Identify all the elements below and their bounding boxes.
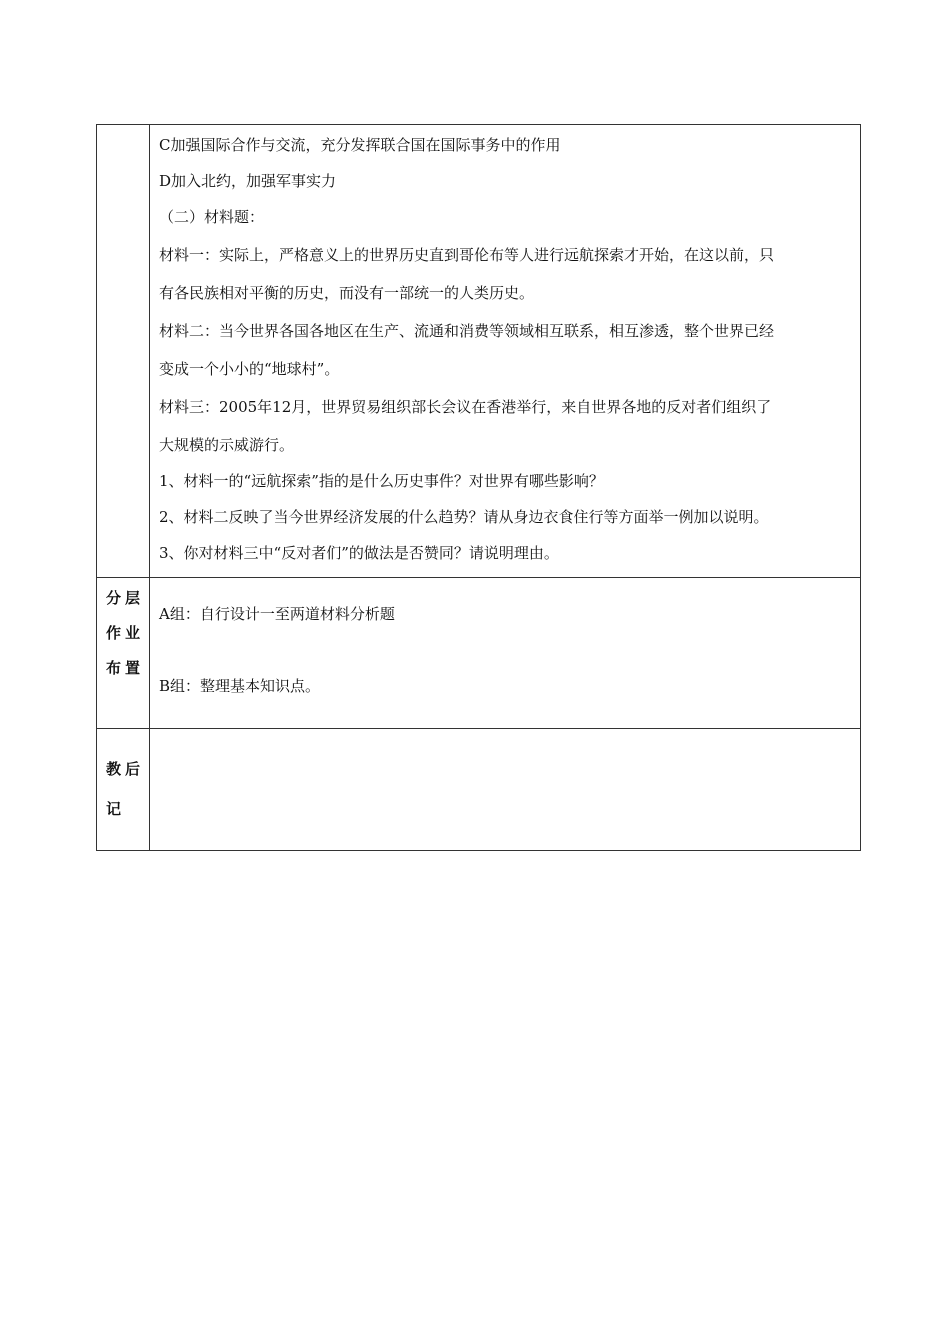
reflection-label-line-1: 教后: [106, 760, 145, 778]
question-2: 2、材料二反映了当今世界经济发展的什么趋势？请从身边衣食住行等方面举一例加以说明。: [159, 508, 769, 526]
reflection-content-cell: [150, 729, 861, 851]
lesson-plan-table: [96, 124, 861, 851]
question-1: 1、材料一的“远航探索”指的是什么历史事件？对世界有哪些影响？: [159, 472, 604, 490]
material-one-line-1: 材料一：实际上，严格意义上的世界历史直到哥伦布等人进行远航探索才开始，在这以前，只: [159, 246, 775, 264]
reflection-label: [97, 729, 149, 829]
homework-label-line-1: 分层: [106, 589, 145, 607]
reflection-label-line-2: 记: [106, 800, 126, 818]
homework-label-cell: [97, 578, 150, 729]
group-b-task: B组：整理基本知识点。: [159, 677, 321, 695]
material-two-line-2: 变成一个小小的“地球村”。: [159, 360, 340, 378]
material-one-line-2: 有各民族相对平衡的历史，而没有一部统一的人类历史。: [159, 284, 535, 302]
material-two-line-1: 材料二：当今世界各国各地区在生产、流通和消费等领域相互联系，相互渗透，整个世界已经: [159, 322, 775, 340]
reflection-label-cell: [97, 729, 150, 851]
row-label-cell-empty: [97, 125, 150, 578]
reflection-row: [97, 729, 861, 851]
material-three-line-1: 材料三：2005年12月，世界贸易组织部长会议在香港举行，来自世界各地的反对者们组织了: [159, 398, 772, 416]
homework-label-line-3: 布置: [106, 659, 145, 677]
homework-row: [97, 578, 861, 729]
section-heading-material-questions: （二）材料题：: [159, 208, 265, 226]
group-a-task: A组：自行设计一至两道材料分析题: [159, 605, 395, 623]
material-three-line-2: 大规模的示威游行。: [159, 436, 295, 454]
question-3: 3、你对材料三中“反对者们”的做法是否赞同？请说明理由。: [159, 544, 559, 562]
exercise-content-cell: [150, 125, 861, 578]
exercise-row: [97, 125, 861, 578]
homework-content-cell: [150, 578, 861, 729]
option-d-text: D加入北约，加强军事实力: [159, 172, 337, 190]
homework-label-line-2: 作业: [106, 624, 145, 642]
homework-label: [97, 578, 149, 686]
option-c-text: C加强国际合作与交流，充分发挥联合国在国际事务中的作用: [159, 136, 561, 154]
